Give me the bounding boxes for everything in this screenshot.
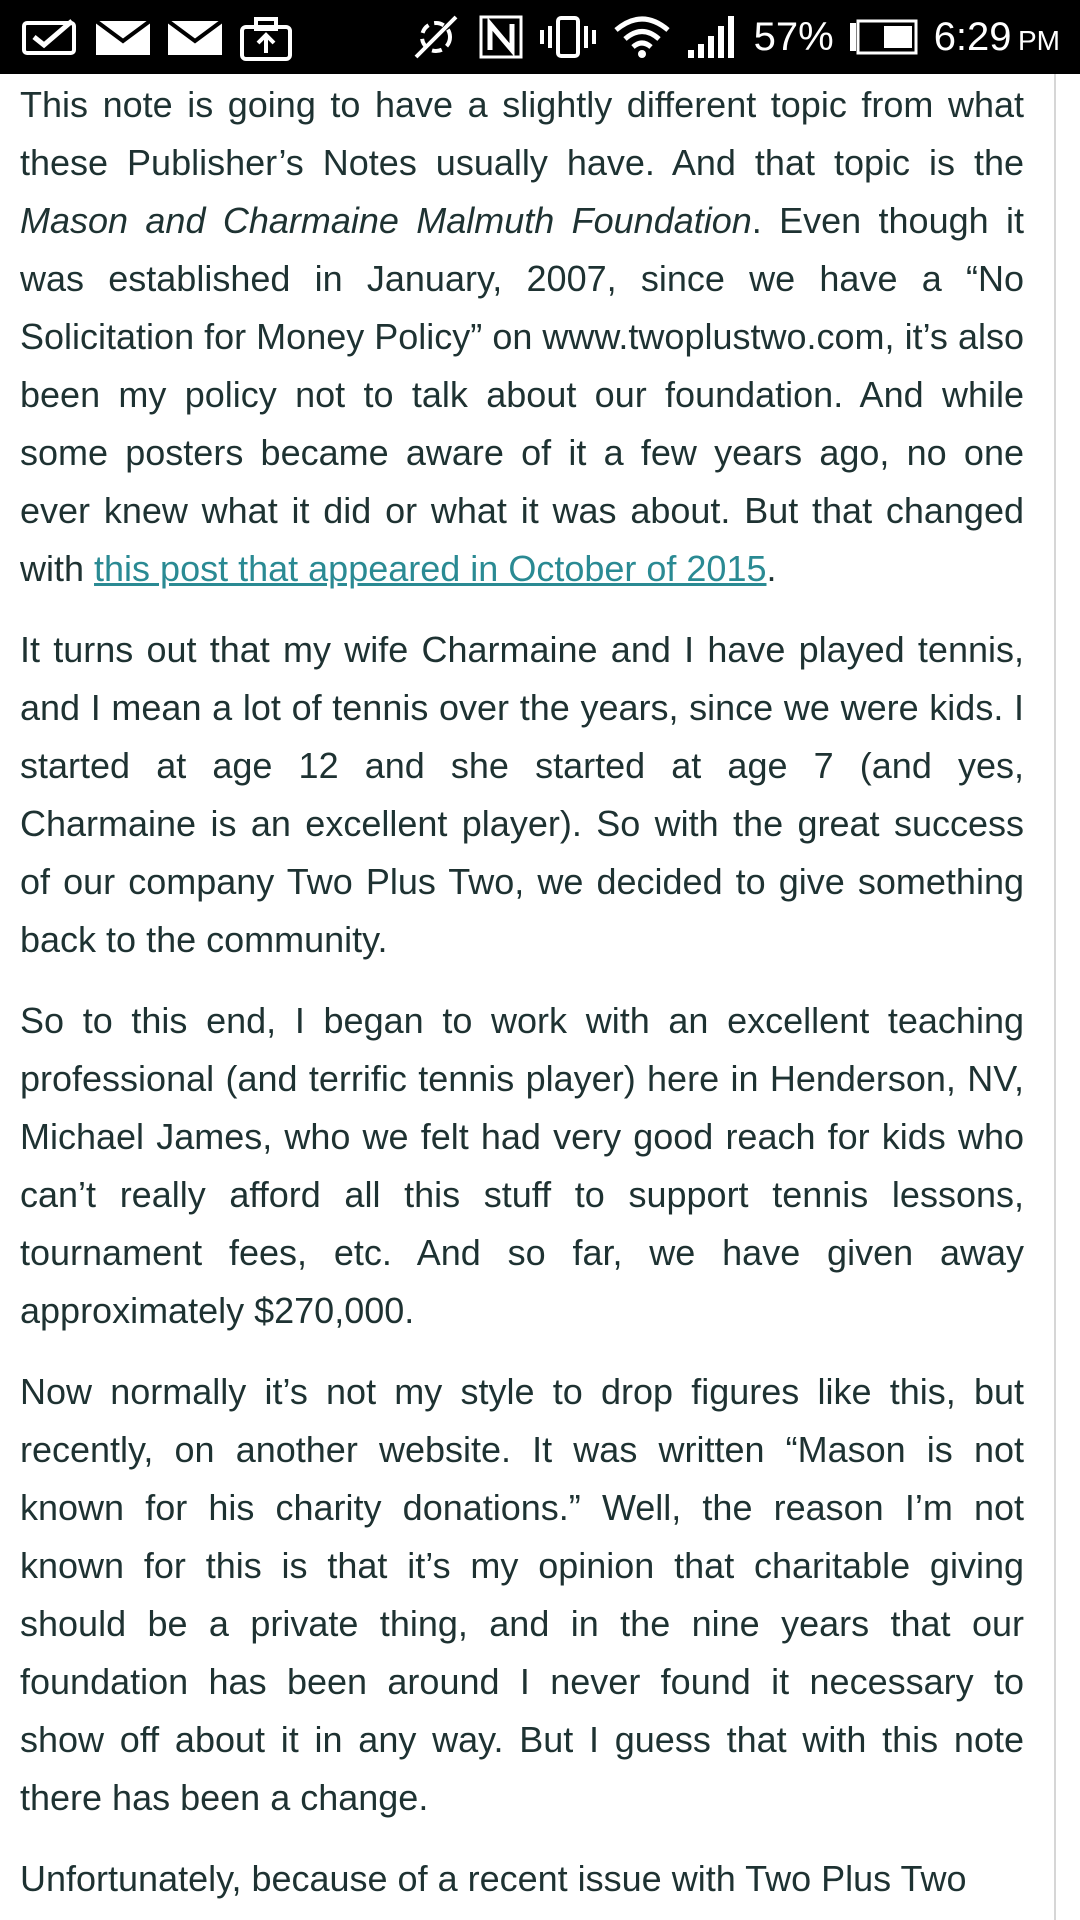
article-body <box>20 74 1024 1920</box>
paragraph-1 <box>20 76 1024 598</box>
system-icons <box>408 13 1060 61</box>
october-2015-post-link[interactable]: this post that appeared in October of 2015 <box>94 548 767 589</box>
sync-off-icon <box>408 13 464 61</box>
scroll-edge-divider <box>1054 74 1056 1920</box>
clock <box>934 17 1060 57</box>
mail-icon <box>94 17 152 57</box>
battery-percent: 57% <box>753 15 834 59</box>
paragraph-5: Unfortunately, because of a recent issue with Two Plus Two <box>20 1858 967 1899</box>
paragraph-4: Now normally it’s not my style to drop figures like this, but recently, on another website. It was written “Mason is not known for his charity donations.” Well, the reason I’m not known for this is that it’s my opinion that charitable giving should be a private thing, and in the nine years that our foundation has been around I never found it necessary to show off about it in any way. But I guess that with this note there has been a change. <box>20 1371 1024 1818</box>
wifi-icon <box>612 14 672 60</box>
clock-time: 6:29 <box>933 15 1012 59</box>
signal-icon <box>686 14 740 60</box>
briefcase-upload-icon <box>238 13 294 61</box>
mail-icon <box>166 17 224 57</box>
notification-icons <box>20 13 294 61</box>
paragraph-1-text-c: . <box>766 548 777 589</box>
paragraph-2: It turns out that my wife Charmaine and I have played tennis, and I mean a lot of tennis over the years, since we were kids. I started at age 12 and she started at age 7 (and yes, Charmaine is an excellent player). So with the great success of our company Two Plus Two, we decided to give something back to the community. <box>20 629 1024 960</box>
clock-ampm: PM <box>1018 25 1060 56</box>
foundation-name: Mason and Charmaine Malmuth Foundation <box>20 200 752 241</box>
battery-icon <box>848 19 920 55</box>
status-bar <box>0 0 1080 74</box>
check-box-icon <box>20 17 80 57</box>
nfc-icon <box>478 14 524 60</box>
vibrate-icon <box>538 14 598 60</box>
paragraph-1-text-a: This note is going to have a slightly different topic from what these Publisher’s Notes usually have. And that topic is the <box>20 84 1024 183</box>
paragraph-1-text-b: . Even though it was established in January, 2007, since we have a “No Solicitation for Money Policy” on www.twoplustwo.com, it’s also been my policy not to talk about our foundation. And while some posters became aware of it a few years ago, no one ever knew what it did or what it was about. But that changed with <box>20 200 1024 589</box>
paragraph-3: So to this end, I began to work with an excellent teaching professional (and terrific tennis player) here in Henderson, NV, Michael James, who we felt had very good reach for kids who can’t really afford all this stuff to support tennis lessons, tournament fees, etc. And so far, we have given away approximately $270,000. <box>20 1000 1024 1331</box>
